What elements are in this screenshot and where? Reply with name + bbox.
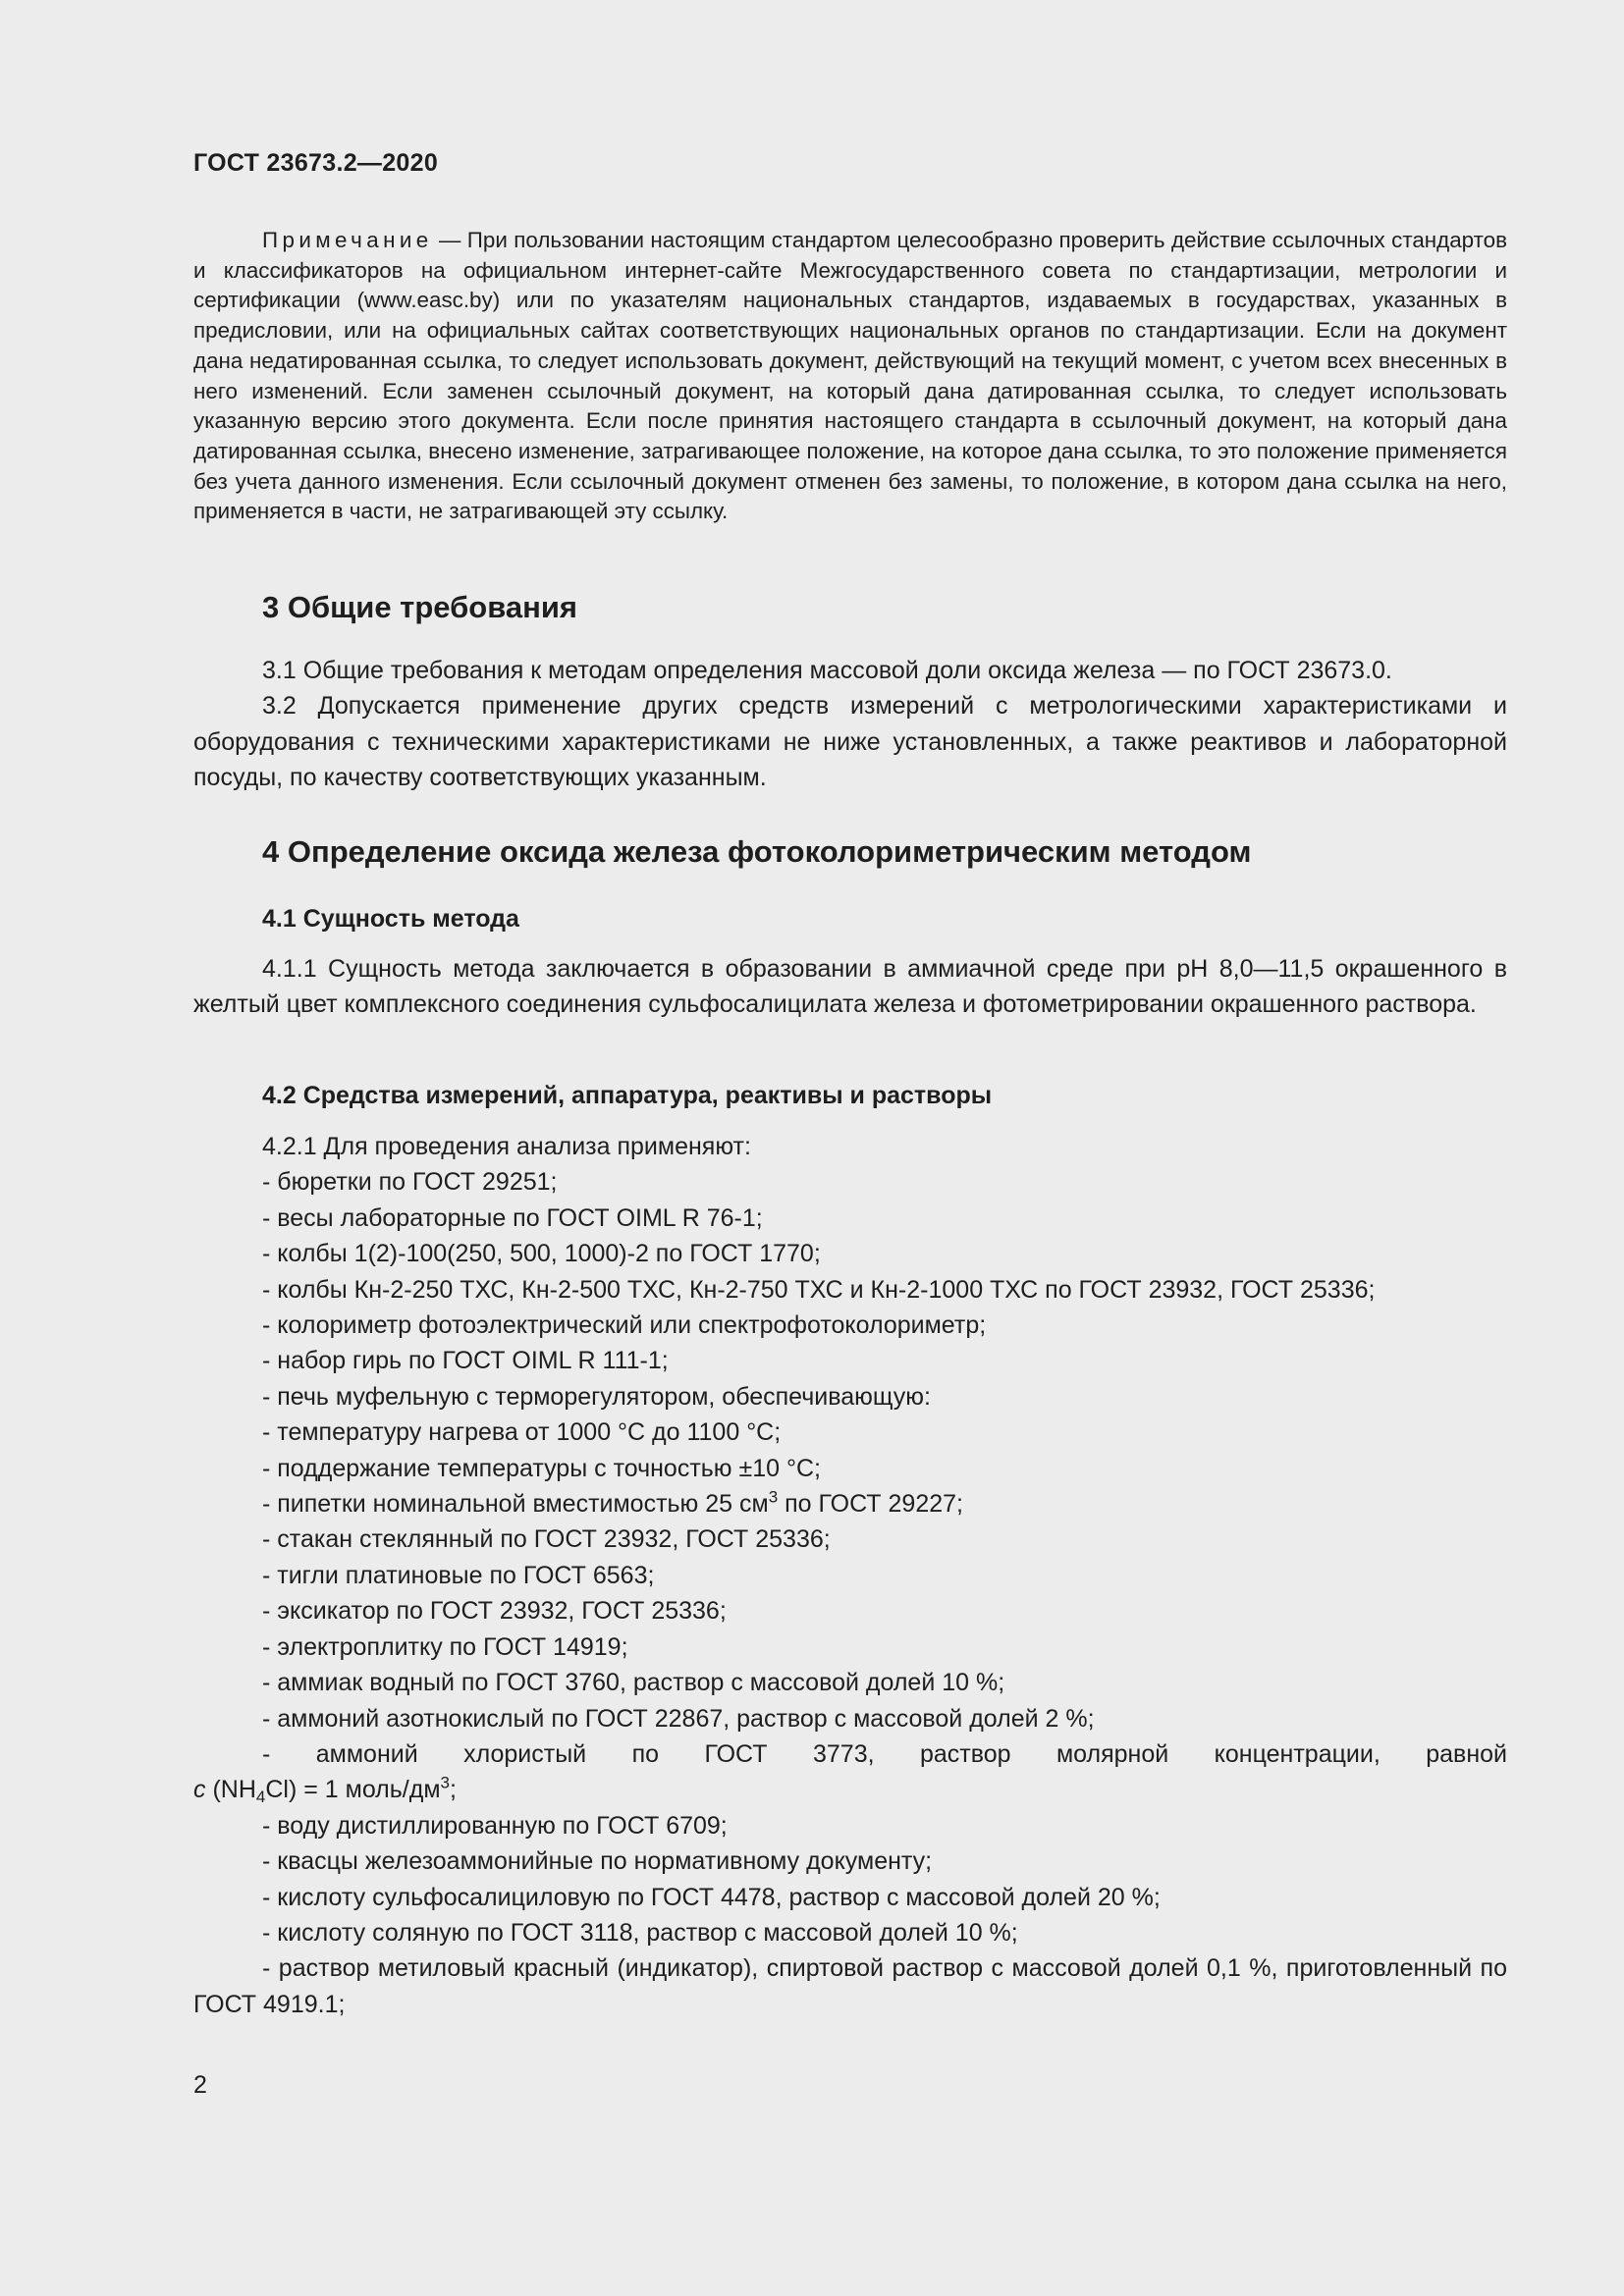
list-item: - весы лабораторные по ГОСТ OIML R 76-1; [262, 1203, 763, 1232]
list-intro: 4.2.1 Для проведения анализа применяют: [262, 1133, 751, 1160]
list-item-ammonium-formula: c $(NH_4Cl) = 1$ моль/$дм^3$; [193, 1773, 457, 1807]
note-text: — При пользовании настоящим стандартом целесообразно проверить действие ссылочных стандартов и классификаторов на официальном интернет-сайте Межгосударственного совета по стандартизации, метрологии и сертификации (www.easc.by) или по указателям национальных стандартов, издаваемых в государствах, указанных в предисловии, или на официальных сайтах соответствующих национальных органов по стандартизации. Если на документ дана недатированная ссылка, то следует использовать документ, действующий на текущий момент, с учетом всех внесенных в него изменений. Если заменен ссылочный документ, на который дана датированная ссылка, то следует использовать указанную версию этого документа. Если после принятия настоящего стандарта в ссылочный документ, на который дана датированная ссылка, внесено изменение, затрагивающее положение, на которое дана ссылка, то это положение применяется без учета данного изменения. Если ссылочный документ отменен без замены, то положение, в котором дана ссылка на него, применяется в части, не затрагивающей эту ссылку. [193, 228, 1507, 524]
list-item: - аммиак водный по ГОСТ 3760, раствор с массовой долей 10 %; [262, 1669, 1005, 1697]
list-item: - тигли платиновые по ГОСТ 6563; [262, 1561, 655, 1589]
list-item: - кислоту сульфосалициловую по ГОСТ 4478, раствор с массовой долей 20 %; [262, 1883, 1161, 1911]
list-item: - эксикатор по ГОСТ 23932, ГОСТ 25336; [262, 1597, 727, 1626]
list-item: - электроплитку по ГОСТ 14919; [262, 1632, 628, 1661]
note-label: Примечание [262, 228, 433, 252]
page-number: 2 [193, 2071, 207, 2099]
list-item: - воду дистиллированную по ГОСТ 6709; [262, 1811, 728, 1840]
paragraph-3-1: 3.1 Общие требования к методам определения массовой доли оксида железа — по ГОСТ 23673.0. [262, 657, 1392, 684]
section-3-title: 3 Общие требования [262, 590, 577, 624]
section-4-title: 4 Определение оксида железа фотоколориметрическим методом [262, 834, 1252, 869]
section-4-1-body [193, 951, 1507, 1023]
list-item: - бюретки по ГОСТ 29251; [262, 1168, 558, 1197]
list-item: - квасцы железоаммонийные по нормативному документу; [262, 1847, 933, 1876]
list-item: - набор гирь по ГОСТ OIML R 111-1; [262, 1347, 669, 1375]
section-3-body [193, 653, 1507, 795]
list-item: - колбы 1(2)-100(250, 500, 1000)-2 по ГОСТ 1770; [262, 1240, 821, 1268]
list-item: - печь муфельную с терморегулятором, обеспечивающую: [262, 1382, 931, 1411]
section-4-1-title: 4.1 Сущность метода [262, 905, 519, 933]
note-paragraph [193, 226, 1507, 527]
section-4-2-title: 4.2 Средства измерений, аппаратура, реактивы и растворы [262, 1082, 993, 1109]
list-item: - стакан стеклянный по ГОСТ 23932, ГОСТ 25336; [262, 1525, 831, 1554]
document-header: ГОСТ 23673.2—2020 [193, 149, 439, 177]
list-item: - аммоний азотнокислый по ГОСТ 22867, раствор с массовой долей 2 %; [262, 1704, 1095, 1733]
list-item-ammonium: - аммоний хлористый по ГОСТ 3773, раствор молярной концентрации, равной [262, 1739, 1507, 1768]
paragraph-4-1-1: 4.1.1 Сущность метода заключается в образовании в аммиачной среде при pH 8,0—11,5 окрашенного в желтый цвет комплексного соединения сульфосалицилата железа и фотометрировании окрашенного раствора. [193, 955, 1507, 1019]
list-item: - поддержание температуры с точностью ±10 °С; [262, 1454, 821, 1482]
list-item: - температуру нагрева от 1000 °С до 1100 °С; [262, 1418, 782, 1447]
paragraph-3-2: 3.2 Допускается применение других средств измерений с метрологическими характеристиками и оборудования с техническими характеристиками не ниже установленных, а также реактивов и лабораторной посуды, по качеству соответствующих указанным. [193, 692, 1507, 791]
list-item: - колбы Кн-2-250 ТХС, Кн-2-500 ТХС, Кн-2-750 ТХС и Кн-2-1000 ТХС по ГОСТ 23932, ГОСТ 25336; [262, 1275, 1376, 1304]
list-item: - колориметр фотоэлектрический или спектрофотоколориметр; [262, 1311, 987, 1340]
list-item: - раствор метиловый красный (индикатор), спиртовой раствор с массовой долей 0,1 %, приготовленный по ГОСТ 4919.1; [193, 1954, 1507, 2018]
list-item-pipette: - пипетки номинальной вместимостью 25 $см^3$ по ГОСТ 29227; [262, 1487, 963, 1519]
list-item: - кислоту соляную по ГОСТ 3118, раствор с массовой долей 10 %; [262, 1918, 1018, 1947]
equipment-list [193, 1129, 1507, 2022]
